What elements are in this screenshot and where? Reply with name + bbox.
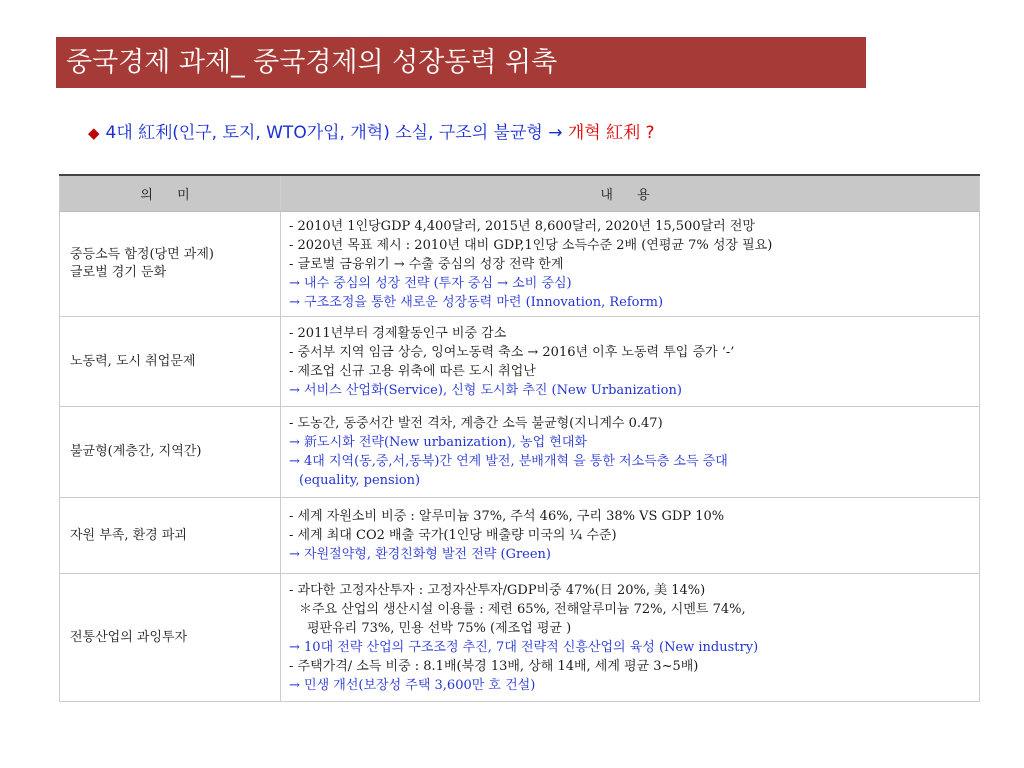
content-line: - 2011년부터 경제활동인구 비중 감소 — [289, 325, 507, 341]
content-line: - 세계 최대 CO2 배출 국가(1인당 배출량 미국의 ¼ 수준) — [289, 528, 617, 543]
content-line: → 내수 중심의 성장 전략 (투자 중심 → 소비 중심) — [289, 275, 572, 291]
row-content — [281, 317, 980, 407]
row-label-line: 노동력, 도시 취업문제 — [70, 353, 196, 369]
row-label-line: 중등소득 함정(당면 과제) — [70, 247, 214, 262]
table-header-row — [60, 175, 980, 212]
row-label-line: 전통산업의 과잉투자 — [70, 629, 188, 645]
content-line: 평판유리 73%, 민용 선박 75% (제조업 평균 ) — [307, 620, 572, 636]
slide-title: 중국경제 과제_ 중국경제의 성장동력 위축 — [56, 37, 866, 88]
content-line: ＊주요 산업의 생산시설 이용률 : 제련 65%, 전해알루미늄 72%, 시멘트 74%, — [299, 601, 746, 617]
row-label-line: 글로벌 경기 둔화 — [70, 265, 167, 280]
row-label — [60, 574, 281, 702]
content-line: → 10대 전략 산업의 구조조정 추진, 7대 전략적 신흥산업의 육성 (New industry) — [289, 639, 759, 655]
content-line: → 新도시화 전략(New urbanization), 농업 현대화 — [289, 435, 587, 450]
content-line: - 도농간, 동중서간 발전 격차, 계층간 소득 불균형(지니계수 0.47) — [289, 416, 663, 431]
row-label — [60, 498, 281, 574]
subtitle — [88, 118, 655, 143]
content-line: → 자원절약형, 환경친화형 발전 전략 (Green) — [289, 547, 552, 562]
row-label — [60, 407, 281, 498]
content-line: - 2020년 목표 제시 : 2010년 대비 GDP,1인당 소득수준 2배 (연평균 7% 성장 필요) — [289, 237, 773, 253]
content-line: → 구조조정을 통한 새로운 성장동력 마련 (Innovation, Reform) — [289, 294, 664, 310]
row-content — [281, 574, 980, 702]
table-row — [60, 574, 980, 702]
content-line: - 중서부 지역 임금 상승, 잉여노동력 축소 → 2016년 이후 노동력 투입 증가 ‘-’ — [289, 344, 735, 360]
subtitle-main-text: 4대 紅利(인구, 토지, WTO가입, 개혁) 소실, 구조의 불균형 → — [105, 123, 568, 143]
header-meaning: 의 미 — [60, 175, 281, 212]
content-line: - 세계 자원소비 비중 : 알루미늄 37%, 주석 46%, 구리 38% VS GDP 10% — [289, 509, 725, 524]
content-line: → 민생 개선(보장성 주택 3,600만 호 건설) — [289, 677, 536, 693]
content-line: - 주택가격/ 소득 비중 : 8.1배(북경 13배, 상해 14배, 세계 평균 3~5배) — [289, 658, 699, 674]
row-label-line: 자원 부족, 환경 파괴 — [70, 527, 187, 543]
table-row — [60, 212, 980, 317]
row-content — [281, 407, 980, 498]
content-line: - 글로벌 금융위기 → 수출 중심의 성장 전략 한계 — [289, 256, 564, 272]
row-label — [60, 317, 281, 407]
table-row — [60, 498, 980, 574]
row-content — [281, 212, 980, 317]
row-content — [281, 498, 980, 574]
diamond-bullet-icon: ◆ — [88, 124, 100, 142]
table-row — [60, 407, 980, 498]
content-line: → 4대 지역(동,중,서,동북)간 연계 발전, 분배개혁 을 통한 저소득층 소득 증대 — [289, 454, 728, 469]
content-line: → 서비스 산업화(Service), 신형 도시화 추진 (New Urbanization) — [289, 382, 682, 398]
content-line: - 제조업 신규 고용 위축에 따른 도시 취업난 — [289, 363, 536, 379]
subtitle-accent-text: 개혁 紅利 ? — [567, 123, 655, 143]
row-label-line: 불균형(계층간, 지역간) — [70, 444, 202, 459]
row-label — [60, 212, 281, 317]
header-content: 내 용 — [281, 175, 980, 212]
content-line: - 과다한 고정자산투자 : 고정자산투자/GDP비중 47%(日 20%, 美 14%) — [289, 582, 706, 598]
content-line: (equality, pension) — [299, 473, 421, 488]
content-table — [59, 174, 980, 702]
content-line: - 2010년 1인당GDP 4,400달러, 2015년 8,600달러, 2020년 15,500달러 전망 — [289, 218, 755, 234]
table-row — [60, 317, 980, 407]
